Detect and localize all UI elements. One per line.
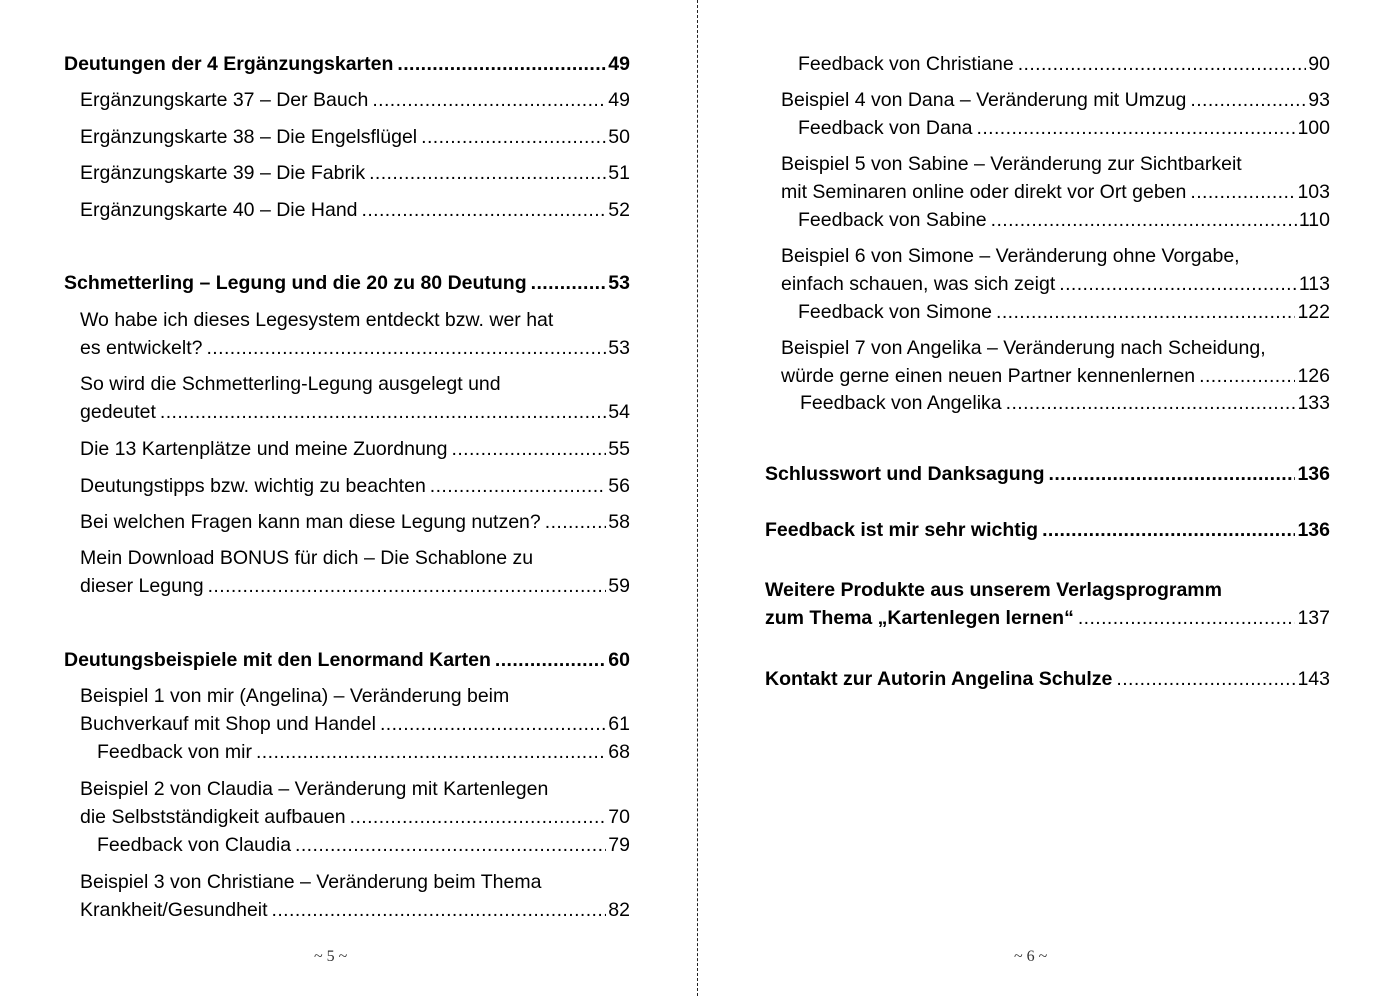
toc-page-number: 122 [1297, 301, 1330, 323]
toc-entry[interactable] [765, 389, 1330, 417]
toc-entry-title: einfach schauen, was sich zeigt [781, 273, 1056, 295]
toc-page-number: 93 [1308, 89, 1330, 111]
toc-entry-title: zum Thema „Kartenlegen lernen“ [765, 607, 1074, 629]
leader-dots [160, 398, 606, 426]
toc-entry-title: würde gerne einen neuen Partner kennenlernen [781, 365, 1196, 387]
leader-dots [991, 206, 1297, 234]
toc-page-number: 90 [1308, 53, 1330, 75]
toc-page-number: 58 [608, 511, 630, 533]
leader-dots [206, 334, 606, 362]
toc-page-number: 82 [608, 899, 630, 921]
toc-page-number: 143 [1297, 668, 1330, 690]
toc-heading[interactable] [64, 646, 630, 674]
page-number-footer: ~ 5 ~ [314, 948, 348, 965]
toc-entry[interactable] [64, 831, 630, 859]
toc-page-number: 50 [608, 126, 630, 148]
toc-entry-title-line1: Beispiel 7 von Angelika – Veränderung nach Scheidung, [781, 337, 1266, 359]
toc-entry[interactable] [765, 150, 1330, 206]
leader-dots [545, 508, 607, 536]
toc-entry[interactable] [64, 682, 630, 738]
leader-dots [1049, 460, 1296, 488]
leader-dots [272, 896, 607, 924]
toc-page-number: 51 [608, 162, 630, 184]
toc-entry-title: Ergänzungskarte 38 – Die Engelsflügel [80, 126, 418, 148]
toc-entry-title-line1: So wird die Schmetterling-Legung ausgelegt und [80, 373, 501, 395]
leader-dots [1199, 362, 1295, 390]
toc-page-number: 61 [608, 713, 630, 735]
toc-entry-title: Feedback von Christiane [798, 53, 1014, 75]
toc-page-number: 59 [608, 575, 630, 597]
toc-heading[interactable] [765, 576, 1330, 632]
toc-entry[interactable] [765, 50, 1330, 78]
toc-page-number: 79 [608, 834, 630, 856]
leader-dots [1190, 178, 1295, 206]
toc-page-number: 49 [608, 89, 630, 111]
toc-entry[interactable] [64, 738, 630, 766]
leader-dots [977, 114, 1296, 142]
toc-heading[interactable] [765, 460, 1330, 488]
toc-entry[interactable] [765, 114, 1330, 142]
toc-entry-title-line1: Beispiel 6 von Simone – Veränderung ohne Vorgabe, [781, 245, 1240, 267]
toc-page-number: 68 [608, 741, 630, 763]
toc-page-number: 52 [608, 199, 630, 221]
toc-entry-title: Deutungstipps bzw. wichtig zu beachten [80, 475, 426, 497]
toc-page-number: 60 [608, 649, 630, 671]
toc-entry-title: Beispiel 4 von Dana – Veränderung mit Umzug [781, 89, 1187, 111]
toc-entry-title-line1: Wo habe ich dieses Legesystem entdeckt bzw. wer hat [80, 309, 554, 331]
toc-entry-title-line1: Mein Download BONUS für dich – Die Schablone zu [80, 547, 534, 569]
leader-dots [421, 123, 606, 151]
toc-entry-title: Feedback ist mir sehr wichtig [765, 519, 1039, 541]
leader-dots [1078, 604, 1296, 632]
right-page [698, 0, 1392, 996]
toc-entry[interactable] [64, 123, 630, 151]
toc-entry-title: Bei welchen Fragen kann man diese Legung nutzen? [80, 511, 541, 533]
toc-entry-title: Deutungen der 4 Ergänzungskarten [64, 53, 394, 75]
toc-entry-title: Feedback von Dana [798, 117, 973, 139]
toc-page-number: 54 [608, 401, 630, 423]
toc-heading[interactable] [765, 516, 1330, 544]
toc-entry[interactable] [64, 86, 630, 114]
toc-entry[interactable] [765, 242, 1330, 298]
toc-entry-title: Ergänzungskarte 37 – Der Bauch [80, 89, 369, 111]
leader-dots [996, 298, 1295, 326]
toc-entry[interactable] [64, 435, 630, 463]
toc-entry-title: Feedback von Sabine [798, 209, 987, 231]
toc-heading[interactable] [64, 269, 630, 297]
toc-entry-title: Kontakt zur Autorin Angelina Schulze [765, 668, 1113, 690]
leader-dots [1116, 665, 1295, 693]
toc-page-number: 133 [1297, 392, 1330, 414]
leader-dots [1059, 270, 1297, 298]
toc-entry-title: Ergänzungskarte 39 – Die Fabrik [80, 162, 366, 184]
toc-entry-title-line1: Beispiel 1 von mir (Angelina) – Veränderung beim [80, 685, 510, 707]
toc-page-number: 136 [1297, 463, 1330, 485]
toc-entry-title: die Selbstständigkeit aufbauen [80, 806, 346, 828]
toc-page-number: 126 [1297, 365, 1330, 387]
toc-entry[interactable] [64, 508, 630, 536]
leader-dots [531, 269, 607, 297]
toc-page-number: 56 [608, 475, 630, 497]
page-number-footer: ~ 6 ~ [1014, 948, 1048, 965]
leader-dots [1006, 389, 1296, 417]
toc-entry-title: Schmetterling – Legung und die 20 zu 80 Deutung [64, 272, 527, 294]
leader-dots [1018, 50, 1307, 78]
toc-entry[interactable] [765, 298, 1330, 326]
toc-entry[interactable] [64, 472, 630, 500]
leader-dots [452, 435, 607, 463]
toc-entry-title: Buchverkauf mit Shop und Handel [80, 713, 376, 735]
toc-entry[interactable] [64, 370, 630, 426]
toc-page-number: 110 [1298, 209, 1330, 231]
toc-page-number: 100 [1297, 117, 1330, 139]
toc-entry-title: Krankheit/Gesundheit [80, 899, 268, 921]
leader-dots [362, 196, 607, 224]
toc-entry-title: es entwickelt? [80, 337, 203, 359]
toc-entry[interactable] [64, 775, 630, 831]
toc-page-number: 70 [608, 806, 630, 828]
toc-entry-title-line1: Beispiel 3 von Christiane – Veränderung beim Thema [80, 871, 542, 893]
leader-dots [208, 572, 607, 600]
toc-entry-title: Feedback von Claudia [97, 834, 292, 856]
toc-entry[interactable] [64, 306, 630, 362]
table-of-contents-right [765, 50, 1330, 693]
toc-page-number: 136 [1297, 519, 1330, 541]
leader-dots [430, 472, 607, 500]
leader-dots [495, 646, 606, 674]
toc-entry[interactable] [64, 868, 630, 924]
toc-entry-title: Feedback von Angelika [800, 392, 1002, 414]
toc-page-number: 137 [1297, 607, 1330, 629]
leader-dots [372, 86, 606, 114]
table-of-contents-left [64, 50, 630, 924]
toc-heading[interactable] [64, 50, 630, 78]
toc-entry-title-line1: Beispiel 5 von Sabine – Veränderung zur Sichtbarkeit [781, 153, 1242, 175]
toc-entry-title: Die 13 Kartenplätze und meine Zuordnung [80, 438, 448, 460]
toc-entry-title: mit Seminaren online oder direkt vor Ort geben [781, 181, 1187, 203]
leader-dots [1190, 86, 1306, 114]
toc-page-number: 53 [608, 272, 630, 294]
toc-entry-title-line1: Beispiel 2 von Claudia – Veränderung mit Kartenlegen [80, 778, 549, 800]
toc-entry[interactable] [64, 544, 630, 600]
toc-entry[interactable] [765, 334, 1330, 390]
leader-dots [369, 159, 606, 187]
toc-entry-title: Ergänzungskarte 40 – Die Hand [80, 199, 358, 221]
toc-entry-title: dieser Legung [80, 575, 204, 597]
toc-entry[interactable] [765, 206, 1330, 234]
toc-heading[interactable] [765, 665, 1330, 693]
toc-page-number: 49 [608, 53, 630, 75]
toc-entry-title-line1: Weitere Produkte aus unserem Verlagsprogramm [765, 579, 1222, 601]
leader-dots [1042, 516, 1295, 544]
toc-entry-title: gedeutet [80, 401, 156, 423]
toc-entry-title: Deutungsbeispiele mit den Lenormand Karten [64, 649, 491, 671]
leader-dots [295, 831, 606, 859]
toc-entry-title: Feedback von Simone [798, 301, 993, 323]
leader-dots [256, 738, 606, 766]
toc-page-number: 103 [1297, 181, 1330, 203]
toc-entry[interactable] [64, 159, 630, 187]
leader-dots [350, 803, 607, 831]
toc-entry[interactable] [64, 196, 630, 224]
toc-page-number: 53 [608, 337, 630, 359]
toc-entry-title: Schlusswort und Danksagung [765, 463, 1045, 485]
leader-dots [380, 710, 606, 738]
toc-entry[interactable] [765, 86, 1330, 114]
toc-entry-title: Feedback von mir [97, 741, 252, 763]
leader-dots [397, 50, 606, 78]
toc-page-number: 113 [1298, 273, 1330, 295]
toc-page-number: 55 [608, 438, 630, 460]
